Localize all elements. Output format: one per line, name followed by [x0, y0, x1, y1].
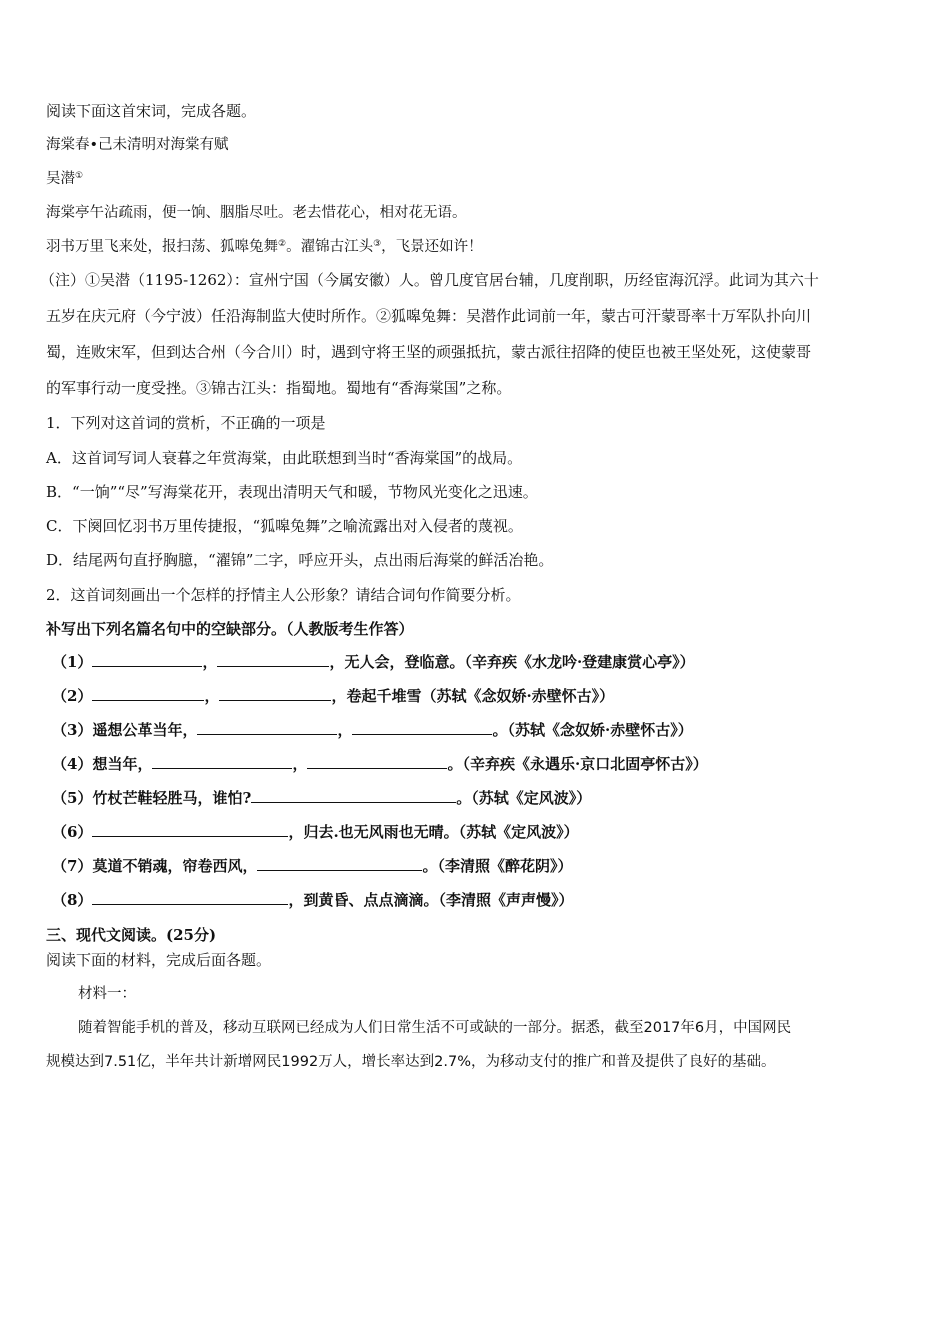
- item-number: （3）: [52, 721, 93, 739]
- fill-item-4: [52, 754, 904, 774]
- section-3-intro: 阅读下面的材料，完成后面各题。: [46, 951, 272, 969]
- material-label: 材料一：: [78, 986, 136, 1002]
- answer-blank[interactable]: [92, 822, 288, 837]
- fill-item-2: [52, 686, 904, 706]
- question-1-option: C．下阕回忆羽书万里传捷报，“狐嗥兔舞”之喻流露出对入侵者的蔑视。: [46, 517, 523, 535]
- item-head: 想当年，: [92, 755, 153, 773]
- note-mark: ②: [278, 239, 287, 249]
- answer-blank[interactable]: [92, 686, 204, 701]
- item-number: （8）: [52, 891, 93, 909]
- item-tail: 。（辛弃疾《永遇乐·京口北固亭怀古》）: [447, 755, 708, 773]
- item-tail: 。（苏轼《念奴娇·赤壁怀古》）: [492, 721, 693, 739]
- note-mark: ③: [373, 239, 382, 249]
- intro-line: 阅读下面这首宋词，完成各题。: [46, 102, 257, 120]
- note-line: 的军事行动一度受挫。③锦古江头：指蜀地。蜀地有“香海棠国”之称。: [46, 379, 512, 397]
- separator: ，: [202, 653, 218, 671]
- note-line: （注）①吴潜（1195-1262）：宣州宁国（今属安徽）人。曾几度官居台辅，几度削职，历经宦海沉浮。此词为其六十: [40, 271, 819, 289]
- fill-item-5: [52, 788, 904, 808]
- separator: ，: [204, 687, 220, 705]
- note-line: 五岁在庆元府（今宁波）任沿海制监大使时所作。②狐嗥兔舞：吴潜作此词前一年，蒙古可汗蒙哥率十万军队扑向川: [46, 307, 812, 325]
- answer-blank[interactable]: [257, 856, 422, 871]
- question-2: 2．这首词刻画出一个怎样的抒情主人公形象？请结合词句作简要分析。: [46, 586, 521, 604]
- fill-item-8: [52, 890, 904, 910]
- note-mark: ①: [75, 171, 84, 181]
- question-1-stem: 1．下列对这首词的赏析，不正确的一项是: [46, 414, 326, 432]
- item-number: （4）: [52, 755, 93, 773]
- poem-line-1: 海棠亭午沾疏雨，便一饷、胭脂尽吐。老去惜花心，相对花无语。: [46, 205, 467, 221]
- answer-blank[interactable]: [251, 788, 456, 803]
- separator: ，: [337, 721, 353, 739]
- fill-item-1: [52, 652, 904, 672]
- question-1-option: B．“一饷”“尽”写海棠花开，表现出清明天气和暖，节物风光变化之迅速。: [46, 483, 538, 501]
- answer-blank[interactable]: [92, 652, 202, 667]
- note-line: 蜀，连败宋军，但到达合州（今合川）时，遇到守将王坚的顽强抵抗，蒙古派往招降的使臣也被王坚处死，这使蒙哥: [46, 343, 812, 361]
- separator: ，: [292, 755, 308, 773]
- answer-blank[interactable]: [152, 754, 292, 769]
- fill-item-3: [52, 720, 904, 740]
- item-tail: 。（李清照《醉花阴》）: [422, 857, 573, 875]
- poem-author-name: 吴潜: [46, 171, 75, 187]
- answer-blank[interactable]: [92, 890, 288, 905]
- poem-line-2-b: 。濯锦古江头: [286, 239, 374, 255]
- poem-author: [46, 169, 904, 189]
- poem-line-2-a: 羽书万里飞来处，报扫荡、狐嗥兔舞: [46, 239, 278, 255]
- item-tail: ，卷起千堆雪（苏轼《念奴娇·赤壁怀古》）: [331, 687, 615, 705]
- item-tail: ，归去.也无风雨也无晴。（苏轼《定风波》）: [288, 823, 579, 841]
- item-number: （7）: [52, 857, 93, 875]
- item-number: （6）: [52, 823, 93, 841]
- poem-line-2: [46, 237, 904, 257]
- material-paragraph-line: 随着智能手机的普及，移动互联网已经成为人们日常生活不可或缺的一部分。据悉，截至2017年6月，中国网民: [78, 1020, 792, 1036]
- item-head: 莫道不销魂，帘卷西风，: [92, 857, 258, 875]
- fill-item-7: [52, 856, 904, 876]
- item-number: （2）: [52, 687, 93, 705]
- question-1-option: D．结尾两句直抒胸臆，“濯锦”二字，呼应开头，点出雨后海棠的鲜活冶艳。: [46, 551, 554, 569]
- fill-heading: 补写出下列名篇名句中的空缺部分。（人教版考生作答）: [46, 620, 414, 638]
- fill-item-6: [52, 822, 904, 842]
- material-paragraph-line: 规模达到7.51亿，半年共计新增网民1992万人，增长率达到2.7%，为移动支付的推广和普及提供了良好的基础。: [46, 1054, 776, 1070]
- item-head: 遥想公革当年，: [92, 721, 198, 739]
- item-tail: ，无人会，登临意。（辛弃疾《水龙吟·登建康赏心亭》）: [329, 653, 695, 671]
- item-tail: ，到黄昏、点点滴滴。（李清照《声声慢》）: [288, 891, 574, 909]
- item-head: 竹杖芒鞋轻胜马，谁怕?: [92, 789, 252, 807]
- answer-blank[interactable]: [219, 686, 331, 701]
- item-tail: 。（苏轼《定风波》）: [456, 789, 592, 807]
- question-1-option: A．这首词写词人衰暮之年赏海棠，由此联想到当时“香海棠国”的战局。: [46, 449, 523, 467]
- answer-blank[interactable]: [197, 720, 337, 735]
- item-number: （1）: [52, 653, 93, 671]
- poem-line-2-c: ，飞景还如许！: [381, 239, 483, 255]
- poem-title: 海棠春•己未清明对海棠有赋: [46, 137, 229, 153]
- answer-blank[interactable]: [217, 652, 329, 667]
- item-number: （5）: [52, 789, 93, 807]
- answer-blank[interactable]: [352, 720, 492, 735]
- section-3-heading: 三、现代文阅读。(25分): [46, 926, 217, 944]
- answer-blank[interactable]: [307, 754, 447, 769]
